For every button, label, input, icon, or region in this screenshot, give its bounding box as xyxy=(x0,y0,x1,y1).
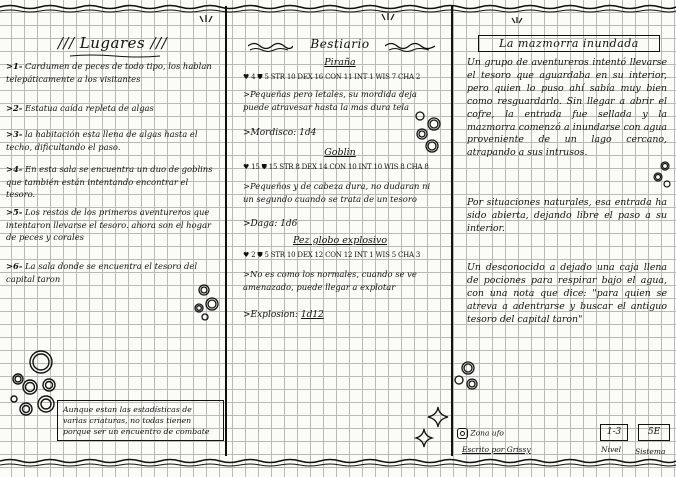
bestiario-title: Bestiario xyxy=(310,37,370,51)
lugares-item-6-number: >6- xyxy=(6,261,23,271)
attack-value: 1d12 xyxy=(300,310,324,320)
creature-attack-goblin xyxy=(243,219,297,229)
lugares-item-1-number: >1- xyxy=(6,61,23,71)
creature-stats-pirana: ♥ 4 ⛊ 5 STR 10 DEX 16 CON 11 INT 1 WIS 7 CHA 2 xyxy=(243,73,421,81)
author-credit: Escrito por Grissy xyxy=(462,445,531,454)
level-box: 1-3 xyxy=(600,424,628,441)
creature-desc-pez-globo: >No es como los normales, cuando se ve amenazado, puede llegar a explotar xyxy=(243,269,417,292)
bubbles-icon xyxy=(412,110,444,154)
mazmorra-title: La mazmorra inundada xyxy=(478,35,660,52)
sparkle-icon xyxy=(412,405,452,453)
lugares-item-6 xyxy=(6,260,214,285)
bubbles-cluster-icon xyxy=(4,349,64,421)
lugares-title: /// Lugares /// xyxy=(57,34,168,52)
creature-name-pirana: Piraña xyxy=(324,57,356,68)
bubbles-icon xyxy=(650,160,676,190)
social-handle-text: Zona ufo xyxy=(470,428,504,438)
attack-value: 1d6 xyxy=(280,219,298,229)
bestiario-wave-left xyxy=(248,38,293,52)
lugares-item-3-number: >3- xyxy=(6,129,23,139)
creature-stats-goblin: ♥ 15 ⛊ 15 STR 8 DEX 14 CON 10 INT 10 WIS 8 CHA 8 xyxy=(243,163,429,171)
mazmorra-paragraph-3: Un desconocido a dejado una caja llena de pociones para respirar bajo el agua, con una nota que dice: "para quien se atreva a adentrarse y buscar el antiguo tesoro del capital taron" xyxy=(467,262,667,325)
lugares-item-5-text: Los restos de los primeros aventureros que intentaron llevarse el tesoro. ahora son el hogar de peces y corales xyxy=(6,207,211,242)
lugares-item-4-text: En esta sala se encuentra un duo de goblins que también están intentando encontrar el tesoro. xyxy=(6,164,213,199)
bubbles-icon xyxy=(190,283,222,323)
lugares-item-5-number: >5- xyxy=(6,207,23,217)
lugares-item-6-text: La sala donde se encuentra el tesoro del capital taron xyxy=(6,261,198,284)
top-wavy-border xyxy=(0,0,676,30)
attack-label: >Daga: xyxy=(243,219,278,229)
lugares-item-4 xyxy=(6,163,214,201)
lugares-item-3 xyxy=(6,128,214,153)
mazmorra-paragraph-2: Por situaciones naturales, esa entrada ha sido abierta, dejando libre el paso a su interior. xyxy=(467,197,667,234)
lugares-item-2-text: Estatua caída repleta de algas xyxy=(25,103,154,113)
bottom-wavy-border xyxy=(0,454,676,477)
lugares-item-4-number: >4- xyxy=(6,164,23,174)
column-divider-left xyxy=(225,6,227,456)
lugares-item-3-text: la habitación esta llena de algas hasta el techo, dificultando el paso. xyxy=(6,129,198,152)
attack-value: 1d4 xyxy=(299,128,317,138)
creature-desc-pirana: >Pequeñas pero letales, su mordida deja puede atravesar hasta la mas dura tela xyxy=(243,89,417,112)
system-label: Sistema xyxy=(635,447,666,456)
lugares-item-5 xyxy=(6,206,214,244)
title-underline xyxy=(70,53,160,59)
creature-attack-pirana xyxy=(243,128,316,138)
attack-label: >Mordisco: xyxy=(243,128,297,138)
social-handle xyxy=(457,428,504,439)
creature-desc-goblin: >Pequeños y de cabeza dura, no dudaran ni un segundo cuando se trata de un tesoro xyxy=(243,181,431,204)
lugares-item-2 xyxy=(6,102,214,115)
creature-stats-pez-globo: ♥ 2 ⛊ 5 STR 10 DEX 12 CON 12 INT 1 WIS 5 CHA 3 xyxy=(243,251,421,259)
creature-name-pez-globo: Pez globo explosivo xyxy=(292,235,388,246)
level-label: Nivel xyxy=(601,445,622,454)
attack-label: >Explosion: xyxy=(243,310,298,320)
mazmorra-paragraph-1: Un grupo de aventureros intentó llevarse el tesoro que aguardaba en su interior, pero quien lo puso ahí sabía muy bien como resguardarlo. Sin llegar a abrir el cofre, la entrada fue sellada y la mazmorra comenzó a inundarse con agua proveniente de un lago cercano, atrapando a sus intrusos. xyxy=(467,57,667,159)
lugares-item-1-text: Cardumen de peces de todo tipo, los hablan telepáticamente a los visitantes xyxy=(6,61,212,84)
instagram-icon xyxy=(457,428,468,439)
bubbles-icon xyxy=(452,360,487,392)
creature-name-goblin: Goblin xyxy=(324,147,356,158)
combat-note-box: Aunque estan las estadísticas de varias criaturas, no todas tienen porque ser un encuentro de combate xyxy=(57,400,224,441)
lugares-item-1 xyxy=(6,60,214,85)
lugares-item-2-number: >2- xyxy=(6,103,23,113)
system-box: 5E xyxy=(638,424,670,441)
bestiario-wave-right xyxy=(385,38,435,52)
creature-attack-pez-globo xyxy=(243,310,324,320)
